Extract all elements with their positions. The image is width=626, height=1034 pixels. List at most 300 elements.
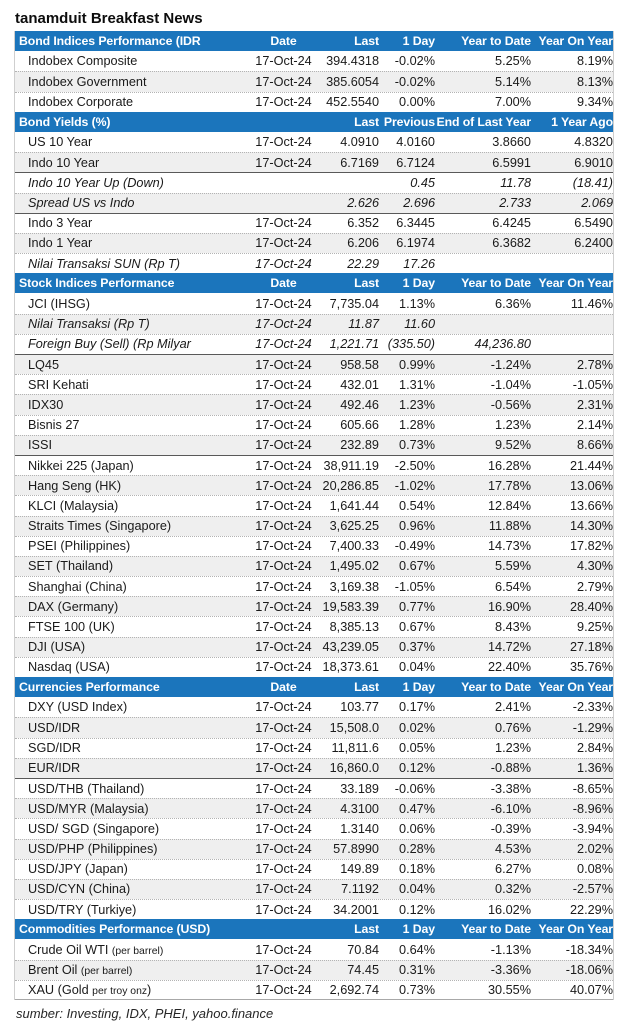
cell-yoy: 9.34% <box>577 95 613 110</box>
column-header: Year On Year <box>538 680 613 695</box>
cell-last: 1,221.71 <box>329 337 379 352</box>
row-label: Nikkei 225 (Japan) <box>28 458 134 473</box>
column-header: Year On Year <box>538 34 613 49</box>
cell-ytd: 30.55% <box>487 982 531 997</box>
row-label: US 10 Year <box>28 135 93 150</box>
row-label <box>15 983 246 997</box>
cell-ytd: -1.04% <box>490 377 531 392</box>
cell-last: 1,641.44 <box>329 498 379 513</box>
cell-last: 2.626 <box>347 196 379 211</box>
row-label: USD/IDR <box>28 720 81 735</box>
cell-ytd: 3.8660 <box>492 135 531 150</box>
table-row <box>15 960 613 980</box>
cell-date: 17-Oct-24 <box>255 317 312 332</box>
cell-yoy: 8.13% <box>577 74 613 89</box>
cell-yoy: 14.30% <box>569 519 613 534</box>
column-header: Stock Indices Performance <box>19 276 175 291</box>
cell-last: 4.3100 <box>340 801 379 816</box>
cell-ytd: 17.78% <box>487 478 531 493</box>
cell-yoy: -18.34% <box>565 942 613 957</box>
row-label: Bisnis 27 <box>28 418 80 433</box>
cell-yoy: 22.29% <box>569 902 613 917</box>
column-header: Year to Date <box>461 276 531 291</box>
cell-ytd: 1.23% <box>495 418 531 433</box>
cell-last: 103.77 <box>340 700 379 715</box>
table-row <box>15 637 613 657</box>
column-header: 1 Year Ago <box>551 114 613 129</box>
cell-yoy: 17.82% <box>569 539 613 554</box>
cell-ytd: 0.76% <box>495 720 531 735</box>
row-label: Nilai Transaksi SUN (Rp T) <box>28 256 181 271</box>
cell-ytd: 22.40% <box>487 660 531 675</box>
cell-day: 6.3445 <box>396 216 435 231</box>
cell-yoy: -3.94% <box>572 821 613 836</box>
cell-ytd: 14.72% <box>487 640 531 655</box>
cell-yoy: 13.66% <box>569 498 613 513</box>
cell-last: 7,400.33 <box>329 539 379 554</box>
table-row <box>15 455 613 475</box>
cell-ytd: 2.733 <box>499 196 531 211</box>
cell-date: 17-Oct-24 <box>255 620 312 635</box>
column-header: Date <box>270 680 297 695</box>
table-row <box>15 293 613 313</box>
cell-date: 17-Oct-24 <box>255 478 312 493</box>
cell-day: 0.54% <box>399 498 435 513</box>
column-header: 1 Day <box>402 680 435 695</box>
cell-date: 17-Oct-24 <box>255 498 312 513</box>
cell-day: 0.47% <box>399 801 435 816</box>
cell-day: -1.05% <box>394 579 435 594</box>
cell-day: 1.23% <box>399 397 435 412</box>
cell-yoy: 2.79% <box>577 579 613 594</box>
row-label-small: per troy onz <box>92 985 148 997</box>
cell-date: 17-Oct-24 <box>255 741 312 756</box>
table-row <box>15 213 613 233</box>
row-label: Foreign Buy (Sell) (Rp Milyar <box>28 337 191 352</box>
table-row <box>15 394 613 414</box>
row-label: PSEI (Philippines) <box>28 539 131 554</box>
column-header: Last <box>354 680 379 695</box>
row-label: DXY (USD Index) <box>28 700 128 715</box>
cell-day: 0.17% <box>399 700 435 715</box>
cell-last: 7.1192 <box>341 882 379 897</box>
column-header: Previous <box>383 114 435 129</box>
row-label: Indobex Corporate <box>28 95 134 110</box>
cell-date: 17-Oct-24 <box>255 761 312 776</box>
row-label: FTSE 100 (UK) <box>28 620 115 635</box>
cell-yoy: 8.66% <box>577 438 613 453</box>
cell-date: 17-Oct-24 <box>255 216 312 231</box>
table-row <box>15 495 613 515</box>
section-stock-indices-performance <box>15 273 613 677</box>
row-label: IDX30 <box>28 397 64 412</box>
cell-last: 6.206 <box>347 236 379 251</box>
row-label: Indobex Composite <box>28 54 138 69</box>
cell-date: 17-Oct-24 <box>255 579 312 594</box>
row-label: JCI (IHSG) <box>28 296 91 311</box>
column-header: Year On Year <box>538 276 613 291</box>
cell-date: 17-Oct-24 <box>255 902 312 917</box>
table-row <box>15 616 613 636</box>
cell-day: 0.18% <box>399 862 435 877</box>
section-header-row <box>15 273 613 293</box>
column-header: 1 Day <box>402 922 435 937</box>
table-row <box>15 334 613 354</box>
cell-day: 4.0160 <box>396 135 435 150</box>
cell-last: 3,625.25 <box>329 519 379 534</box>
cell-yoy: 6.2400 <box>574 236 613 251</box>
cell-ytd: 5.59% <box>495 559 531 574</box>
row-label: SET (Thailand) <box>28 559 114 574</box>
cell-date: 17-Oct-24 <box>255 256 312 271</box>
cell-yoy: 13.06% <box>569 478 613 493</box>
cell-ytd: 11.88% <box>488 519 531 534</box>
cell-day: (335.50) <box>387 337 435 352</box>
cell-yoy: 0.08% <box>577 862 613 877</box>
cell-yoy: 8.19% <box>577 54 613 69</box>
section-bond-yields <box>15 112 613 274</box>
table-row <box>15 839 613 859</box>
cell-day: 0.04% <box>399 660 435 675</box>
cell-day: -0.49% <box>394 539 435 554</box>
cell-yoy: 2.069 <box>581 196 613 211</box>
cell-last: 385.6054 <box>326 74 379 89</box>
cell-date: 17-Oct-24 <box>255 781 312 796</box>
cell-date: 17-Oct-24 <box>255 54 312 69</box>
table-row <box>15 152 613 172</box>
table-row <box>15 657 613 677</box>
cell-yoy: 40.07% <box>569 982 613 997</box>
cell-ytd: 7.00% <box>495 95 531 110</box>
table-row <box>15 435 613 455</box>
cell-ytd: 2.41% <box>495 700 531 715</box>
cell-day: 0.37% <box>399 640 435 655</box>
cell-ytd: 6.3682 <box>492 236 531 251</box>
cell-day: 0.28% <box>399 842 435 857</box>
row-label: USD/ SGD (Singapore) <box>28 821 160 836</box>
cell-date: 17-Oct-24 <box>255 438 312 453</box>
cell-ytd: 16.02% <box>487 902 531 917</box>
table-row <box>15 697 613 717</box>
column-header: End of Last Year <box>436 114 531 129</box>
cell-date: 17-Oct-24 <box>255 862 312 877</box>
cell-yoy: 4.30% <box>577 559 613 574</box>
column-header: 1 Day <box>402 276 435 291</box>
cell-day: 0.73% <box>399 982 435 997</box>
cell-day: 2.696 <box>403 196 435 211</box>
row-label: USD/CYN (China) <box>28 882 131 897</box>
cell-day: 1.28% <box>399 418 435 433</box>
cell-last: 232.89 <box>340 438 379 453</box>
cell-last: 18,373.61 <box>322 660 379 675</box>
column-header: Year to Date <box>461 34 531 49</box>
cell-day: 6.7124 <box>396 155 435 170</box>
row-label: DAX (Germany) <box>28 599 119 614</box>
table-row <box>15 859 613 879</box>
table-row <box>15 193 613 213</box>
cell-yoy: -2.57% <box>572 882 613 897</box>
table-row <box>15 51 613 71</box>
cell-yoy: 6.5490 <box>574 216 613 231</box>
table-row <box>15 314 613 334</box>
row-label: EUR/IDR <box>28 761 81 776</box>
column-header: Date <box>270 276 297 291</box>
cell-last: 8,385.13 <box>329 620 379 635</box>
cell-last: 958.58 <box>340 357 379 372</box>
table-row <box>15 899 613 919</box>
cell-ytd: -3.36% <box>490 963 531 978</box>
cell-day: 0.67% <box>399 620 435 635</box>
row-label: Shanghai (China) <box>28 579 127 594</box>
cell-date: 17-Oct-24 <box>255 296 312 311</box>
section-header-row <box>15 112 613 132</box>
cell-day: 0.05% <box>399 741 435 756</box>
row-label: Indobex Government <box>28 74 147 89</box>
cell-date: 17-Oct-24 <box>255 660 312 675</box>
cell-yoy: 2.84% <box>577 741 613 756</box>
column-header: Last <box>354 276 379 291</box>
cell-yoy: 4.8320 <box>574 135 613 150</box>
cell-yoy: (18.41) <box>572 175 613 190</box>
row-label: LQ45 <box>28 357 60 372</box>
cell-date: 17-Oct-24 <box>255 236 312 251</box>
table-row <box>15 596 613 616</box>
cell-last: 4.0910 <box>340 135 379 150</box>
row-label-main: Crude Oil WTI <box>28 942 112 957</box>
table-row <box>15 798 613 818</box>
cell-date: 17-Oct-24 <box>255 539 312 554</box>
cell-ytd: 1.23% <box>495 741 531 756</box>
cell-day: 0.31% <box>399 963 435 978</box>
table-row <box>15 374 613 394</box>
table-row <box>15 516 613 536</box>
cell-date: 17-Oct-24 <box>255 842 312 857</box>
table-row <box>15 778 613 798</box>
cell-ytd: 16.28% <box>487 458 531 473</box>
cell-date: 17-Oct-24 <box>255 700 312 715</box>
section-bond-indices-performance <box>15 31 613 112</box>
cell-date: 17-Oct-24 <box>255 155 312 170</box>
table-row <box>15 556 613 576</box>
cell-date: 17-Oct-24 <box>255 458 312 473</box>
column-header: Currencies Performance <box>19 680 160 695</box>
table-row <box>15 354 613 374</box>
row-label: USD/MYR (Malaysia) <box>28 801 149 816</box>
section-header-row <box>15 919 613 939</box>
cell-yoy: -1.29% <box>572 720 613 735</box>
page-title: tanamduit Breakfast News <box>15 10 203 27</box>
cell-day: 0.00% <box>399 95 435 110</box>
column-header: Last <box>354 114 379 129</box>
cell-date: 17-Oct-24 <box>255 135 312 150</box>
cell-ytd: 9.52% <box>495 438 531 453</box>
cell-day: 0.67% <box>399 559 435 574</box>
row-label: Indo 10 Year Up (Down) <box>28 175 164 190</box>
cell-last: 3,169.38 <box>329 579 379 594</box>
cell-last: 16,860.0 <box>329 761 379 776</box>
cell-yoy: 2.31% <box>577 397 613 412</box>
cell-last: 149.89 <box>340 862 379 877</box>
cell-last: 432.01 <box>340 377 379 392</box>
cell-yoy: 28.40% <box>569 599 613 614</box>
row-label-main: XAU (Gold <box>28 982 93 997</box>
cell-date: 17-Oct-24 <box>255 357 312 372</box>
column-header: 1 Day <box>402 34 435 49</box>
cell-ytd: 4.53% <box>495 842 531 857</box>
row-label: SGD/IDR <box>28 741 81 756</box>
cell-day: 0.45 <box>410 175 435 190</box>
cell-ytd: -3.38% <box>490 781 531 796</box>
cell-yoy: -1.05% <box>572 377 613 392</box>
cell-ytd: 5.14% <box>495 74 531 89</box>
cell-ytd: 14.73% <box>487 539 531 554</box>
row-label: Indo 1 Year <box>28 236 93 251</box>
cell-last: 394.4318 <box>326 54 379 69</box>
cell-last: 11,811.6 <box>331 741 379 756</box>
row-label: SRI Kehati <box>28 377 89 392</box>
cell-ytd: 6.36% <box>495 296 531 311</box>
column-header: Year to Date <box>461 922 531 937</box>
cell-yoy: 27.18% <box>569 640 613 655</box>
cell-date: 17-Oct-24 <box>255 801 312 816</box>
cell-ytd: 6.4245 <box>492 216 531 231</box>
cell-yoy: 2.14% <box>577 418 613 433</box>
row-label: Nilai Transaksi (Rp T) <box>28 317 150 332</box>
cell-ytd: 6.54% <box>495 579 531 594</box>
column-header: Commodities Performance (USD) <box>19 922 211 937</box>
cell-ytd: -6.10% <box>490 801 531 816</box>
cell-day: 0.64% <box>399 942 435 957</box>
cell-date: 17-Oct-24 <box>255 982 312 997</box>
cell-day: -2.50% <box>394 458 435 473</box>
row-label-small: (per barrel) <box>80 966 133 978</box>
column-header: Year to Date <box>461 680 531 695</box>
cell-date: 17-Oct-24 <box>255 942 312 957</box>
cell-last: 74.45 <box>347 963 379 978</box>
cell-date: 17-Oct-24 <box>255 599 312 614</box>
cell-yoy: -18.06% <box>565 963 613 978</box>
cell-date: 17-Oct-24 <box>255 720 312 735</box>
source-note: sumber: Investing, IDX, PHEI, yahoo.finance <box>16 1006 274 1021</box>
cell-ytd: 12.84% <box>487 498 531 513</box>
cell-day: -0.06% <box>394 781 435 796</box>
cell-ytd: 11.78 <box>500 175 531 190</box>
cell-last: 33.189 <box>340 781 379 796</box>
cell-day: 1.31% <box>399 377 435 392</box>
row-label: Indo 10 Year <box>28 155 100 170</box>
cell-day: 6.1974 <box>396 236 435 251</box>
cell-yoy: -8.65% <box>572 781 613 796</box>
row-label-tail: ) <box>147 982 152 997</box>
cell-ytd: -0.39% <box>490 821 531 836</box>
report-table <box>14 31 614 1000</box>
cell-ytd: 8.43% <box>495 620 531 635</box>
table-row <box>15 71 613 91</box>
row-label: Straits Times (Singapore) <box>28 519 172 534</box>
row-label <box>15 963 246 977</box>
cell-ytd: 44,236.80 <box>474 337 531 352</box>
cell-ytd: -0.88% <box>490 761 531 776</box>
cell-yoy: 1.36% <box>577 761 613 776</box>
column-header: Year On Year <box>538 922 613 937</box>
cell-date: 17-Oct-24 <box>255 337 312 352</box>
row-label: ISSI <box>28 438 52 453</box>
cell-date: 17-Oct-24 <box>255 963 312 978</box>
cell-day: 0.73% <box>399 438 435 453</box>
cell-last: 6.352 <box>347 216 379 231</box>
cell-last: 34.2001 <box>333 902 379 917</box>
cell-yoy: 9.25% <box>577 620 613 635</box>
table-row <box>15 172 613 192</box>
cell-last: 20,286.85 <box>322 478 379 493</box>
column-header: Bond Indices Performance (IDR <box>19 34 201 49</box>
cell-ytd: -0.56% <box>490 397 531 412</box>
row-label: Spread US vs Indo <box>28 196 135 211</box>
cell-day: 0.12% <box>399 902 435 917</box>
cell-ytd: 5.25% <box>495 54 531 69</box>
cell-last: 1,495.02 <box>329 559 379 574</box>
cell-yoy: 35.76% <box>569 660 613 675</box>
cell-date: 17-Oct-24 <box>255 821 312 836</box>
cell-day: 11.60 <box>404 317 435 332</box>
table-row <box>15 253 613 273</box>
row-label: USD/THB (Thailand) <box>28 781 145 796</box>
table-row <box>15 717 613 737</box>
cell-day: -0.02% <box>394 74 435 89</box>
cell-last: 70.84 <box>347 942 379 957</box>
cell-date: 17-Oct-24 <box>255 559 312 574</box>
cell-day: 0.77% <box>399 599 435 614</box>
cell-last: 1.3140 <box>340 821 379 836</box>
cell-day: 0.04% <box>399 882 435 897</box>
row-label: Indo 3 Year <box>28 216 93 231</box>
cell-last: 452.5540 <box>326 95 379 110</box>
cell-ytd: -1.13% <box>490 942 531 957</box>
table-row <box>15 132 613 152</box>
table-row <box>15 818 613 838</box>
cell-day: 0.02% <box>399 720 435 735</box>
section-header-row <box>15 677 613 697</box>
cell-yoy: 2.78% <box>577 357 613 372</box>
cell-day: 0.96% <box>399 519 435 534</box>
cell-day: -1.02% <box>394 478 435 493</box>
cell-date: 17-Oct-24 <box>255 397 312 412</box>
cell-last: 22.29 <box>347 256 379 271</box>
cell-last: 2,692.74 <box>329 982 379 997</box>
column-header: Bond Yields (%) <box>19 114 111 129</box>
section-header-row <box>15 31 613 51</box>
section-commodities-performance <box>15 919 613 1000</box>
row-label: Nasdaq (USA) <box>28 660 110 675</box>
cell-ytd: 0.32% <box>495 882 531 897</box>
cell-last: 15,508.0 <box>329 720 379 735</box>
cell-date: 17-Oct-24 <box>255 74 312 89</box>
column-header: Last <box>354 922 379 937</box>
cell-day: 0.99% <box>399 357 435 372</box>
cell-day: 17.26 <box>403 256 435 271</box>
row-label <box>15 943 246 957</box>
cell-date: 17-Oct-24 <box>255 640 312 655</box>
row-label: KLCI (Malaysia) <box>28 498 119 513</box>
table-row <box>15 939 613 959</box>
column-header: Last <box>354 34 379 49</box>
cell-last: 492.46 <box>340 397 379 412</box>
cell-day: -0.02% <box>394 54 435 69</box>
cell-yoy: 2.02% <box>577 842 613 857</box>
cell-last: 19,583.39 <box>322 599 379 614</box>
cell-last: 11.87 <box>348 317 379 332</box>
table-row <box>15 415 613 435</box>
